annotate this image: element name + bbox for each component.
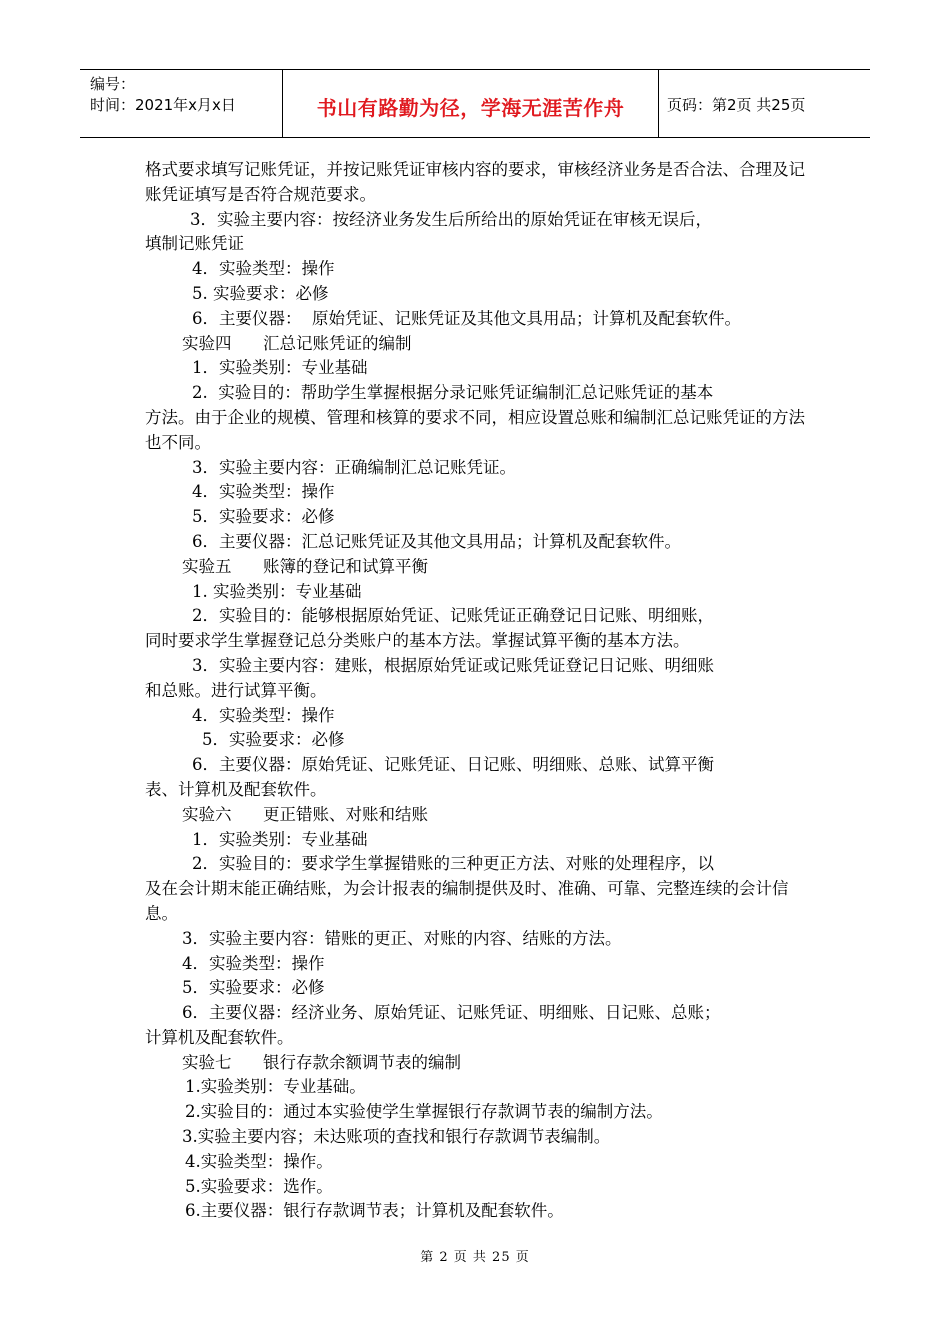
paragraph: 4．实验类型：操作 xyxy=(182,953,325,973)
header-page-cell xyxy=(659,70,870,137)
paragraph: 5．实验要求：必修 xyxy=(192,507,335,527)
paragraph: 同时要求学生掌握登记总分类账户的基本方法。掌握试算平衡的基本方法。 xyxy=(145,631,690,651)
number-label: 编号： xyxy=(90,75,136,93)
paragraph: 3．实验主要内容：按经济业务发生后所给出的原始凭证在审核无误后， xyxy=(190,209,712,229)
page-header-table xyxy=(80,69,870,138)
header-info-cell xyxy=(80,70,283,137)
paragraph: 4.实验类型：操作。 xyxy=(185,1151,333,1171)
paragraph: 3．实验主要内容：错账的更正、对账的内容、结账的方法。 xyxy=(182,928,622,948)
paragraph: 方法。由于企业的规模、管理和核算的要求不同，相应设置总账和编制汇总记账凭证的方法也不同。 xyxy=(145,407,805,452)
paragraph: 3．实验主要内容：建账，根据原始凭证或记账凭证登记日记账、明细账 xyxy=(192,655,714,675)
paragraph: 和总账。进行试算平衡。 xyxy=(145,680,327,700)
paragraph: 实验七 银行存款余额调节表的编制 xyxy=(182,1052,461,1072)
document-body xyxy=(145,158,815,1224)
paragraph: 实验五 账簿的登记和试算平衡 xyxy=(182,556,428,576)
paragraph: 表、计算机及配套软件。 xyxy=(145,779,327,799)
motto-text: 书山有路勤为径，学海无涯苦作舟 xyxy=(316,96,625,120)
paragraph: 4．实验类型：操作 xyxy=(192,259,335,279)
paragraph: 实验四 汇总记账凭证的编制 xyxy=(182,333,412,353)
paragraph: 2.实验目的：通过本实验使学生掌握银行存款调节表的编制方法。 xyxy=(185,1102,663,1122)
paragraph: 5. 实验要求：必修 xyxy=(192,283,329,303)
paragraph: 1.实验类别：专业基础。 xyxy=(185,1077,366,1097)
paragraph: 6．主要仪器： 原始凭证、记账凭证及其他文具用品；计算机及配套软件。 xyxy=(192,308,741,328)
paragraph: 2．实验目的：能够根据原始凭证、记账凭证正确登记日记账、明细账， xyxy=(192,606,714,626)
paragraph: 填制记账凭证 xyxy=(145,234,244,254)
paragraph: 3.实验主要内容；未达账项的查找和银行存款调节表编制。 xyxy=(182,1127,611,1147)
page-info: 页码：第2页 共25页 xyxy=(667,96,806,114)
paragraph: 1. 实验类别：专业基础 xyxy=(192,581,362,601)
paragraph: 及在会计期末能正确结账，为会计报表的编制提供及时、准确、可靠、完整连续的会计信息。 xyxy=(145,879,789,923)
paragraph: 5．实验要求：必修 xyxy=(182,978,325,998)
paragraph: 4．实验类型：操作 xyxy=(192,705,335,725)
paragraph: 4．实验类型：操作 xyxy=(192,482,335,502)
paragraph: 3．实验主要内容：正确编制汇总记账凭证。 xyxy=(192,457,516,477)
paragraph: 2．实验目的：要求学生掌握错账的三种更正方法、对账的处理程序，以 xyxy=(192,854,714,874)
paragraph: 6．主要仪器：经济业务、原始凭证、记账凭证、明细账、日记账、总账； xyxy=(182,1003,721,1023)
paragraph: 6.主要仪器：银行存款调节表；计算机及配套软件。 xyxy=(185,1201,564,1221)
paragraph: 计算机及配套软件。 xyxy=(145,1027,294,1047)
paragraph: 5.实验要求：选作。 xyxy=(185,1176,333,1196)
header-motto-cell xyxy=(283,70,659,137)
paragraph: 格式要求填写记账凭证，并按记账凭证审核内容的要求，审核经济业务是否合法、合理及记账凭证填写是否符合规范要求。 xyxy=(145,160,805,204)
paragraph: 6．主要仪器：汇总记账凭证及其他文具用品；计算机及配套软件。 xyxy=(192,531,681,551)
paragraph: 5．实验要求：必修 xyxy=(202,730,345,750)
page-footer: 第 2 页 共 25 页 xyxy=(420,1250,530,1265)
paragraph: 1．实验类别：专业基础 xyxy=(192,358,368,378)
paragraph: 实验六 更正错账、对账和结账 xyxy=(182,804,428,824)
time-label: 时间：2021年x月x日 xyxy=(90,96,236,114)
paragraph: 6．主要仪器：原始凭证、记账凭证、日记账、明细账、总账、试算平衡 xyxy=(192,755,714,775)
paragraph: 2. 实验目的：帮助学生掌握根据分录记账凭证编制汇总记账凭证的基本 xyxy=(192,383,714,403)
paragraph: 1．实验类别：专业基础 xyxy=(192,829,368,849)
